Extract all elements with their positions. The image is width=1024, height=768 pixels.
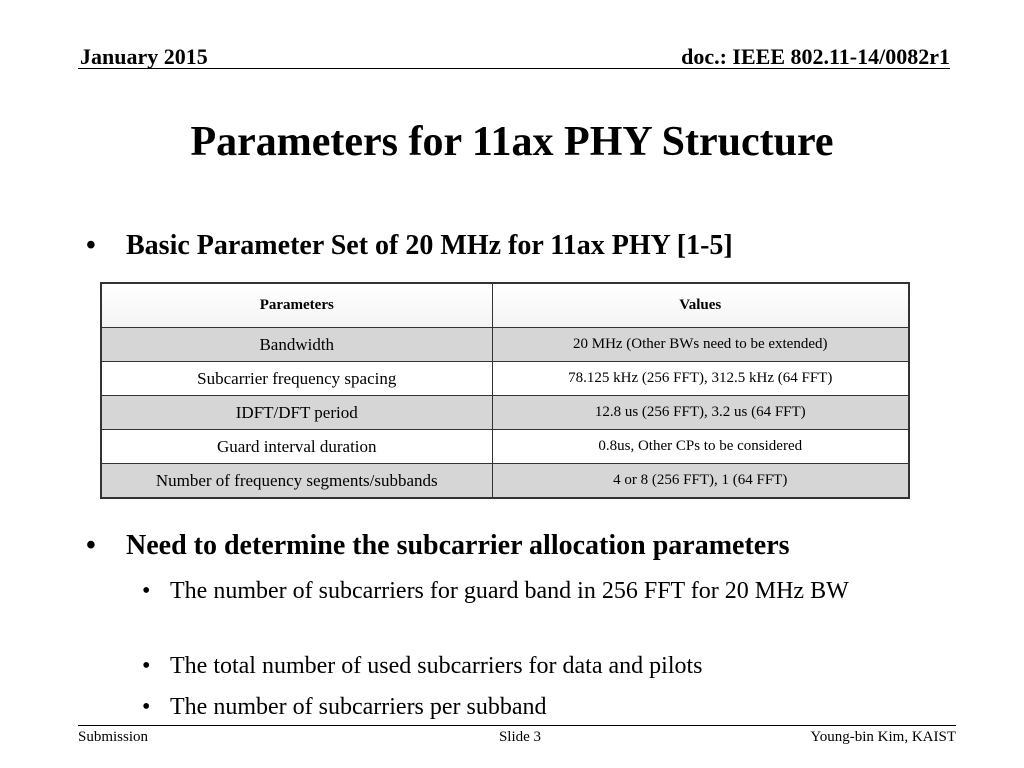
bullet-text: Need to determine the subcarrier allocation parameters	[126, 530, 790, 561]
table-cell-parameter: Guard interval duration	[101, 430, 492, 464]
footer-submission: Submission	[78, 729, 149, 745]
bullet-glyph: •	[86, 230, 96, 261]
table-row	[101, 362, 909, 396]
bullet-glyph: •	[86, 530, 96, 561]
table-row	[101, 328, 909, 362]
table-cell-parameter: Subcarrier frequency spacing	[101, 362, 492, 396]
table-cell-value: 78.125 kHz (256 FFT), 312.5 kHz (64 FFT)	[492, 362, 909, 396]
table-row	[101, 464, 909, 499]
header-doc-id: doc.: IEEE 802.11-14/0082r1	[681, 44, 950, 69]
table-cell-parameter: Bandwidth	[101, 328, 492, 362]
table-cell-value: 12.8 us (256 FFT), 3.2 us (64 FFT)	[492, 396, 909, 430]
bullet-glyph: •	[142, 578, 151, 604]
footer-author: Young-bin Kim, KAIST	[810, 729, 956, 745]
sub-bullet-guard-band	[142, 575, 940, 608]
table-cell-value: 4 or 8 (256 FFT), 1 (64 FFT)	[492, 464, 909, 499]
slide-title: Parameters for 11ax PHY Structure	[190, 119, 834, 165]
table-header-row	[101, 283, 909, 328]
table-cell-value: 0.8us, Other CPs to be considered	[492, 430, 909, 464]
sub-bullet-text: The total number of used subcarriers for data and pilots	[170, 653, 703, 679]
table-row	[101, 430, 909, 464]
footer-rule	[78, 725, 956, 726]
table-cell-parameter: IDFT/DFT period	[101, 396, 492, 430]
header-rule	[78, 68, 950, 69]
header-date: January 2015	[80, 44, 208, 69]
table-header-parameters: Parameters	[101, 283, 492, 328]
bullet-glyph: •	[142, 694, 151, 720]
sub-bullet-per-subband	[142, 691, 940, 724]
table-cell-parameter: Number of frequency segments/subbands	[101, 464, 492, 499]
bullet-glyph: •	[142, 653, 151, 679]
table-cell-value: 20 MHz (Other BWs need to be extended)	[492, 328, 909, 362]
table-header-values: Values	[492, 283, 909, 328]
parameters-table	[100, 282, 910, 499]
footer-slide-number: Slide 3	[498, 729, 542, 745]
sub-bullet-text: The number of subcarriers for guard band in 256 FFT for 20 MHz BW	[170, 578, 849, 604]
sub-bullet-used-subcarriers	[142, 650, 940, 683]
sub-bullet-text: The number of subcarriers per subband	[170, 694, 547, 720]
table-row	[101, 396, 909, 430]
bullet-text: Basic Parameter Set of 20 MHz for 11ax PHY [1-5]	[126, 230, 733, 261]
